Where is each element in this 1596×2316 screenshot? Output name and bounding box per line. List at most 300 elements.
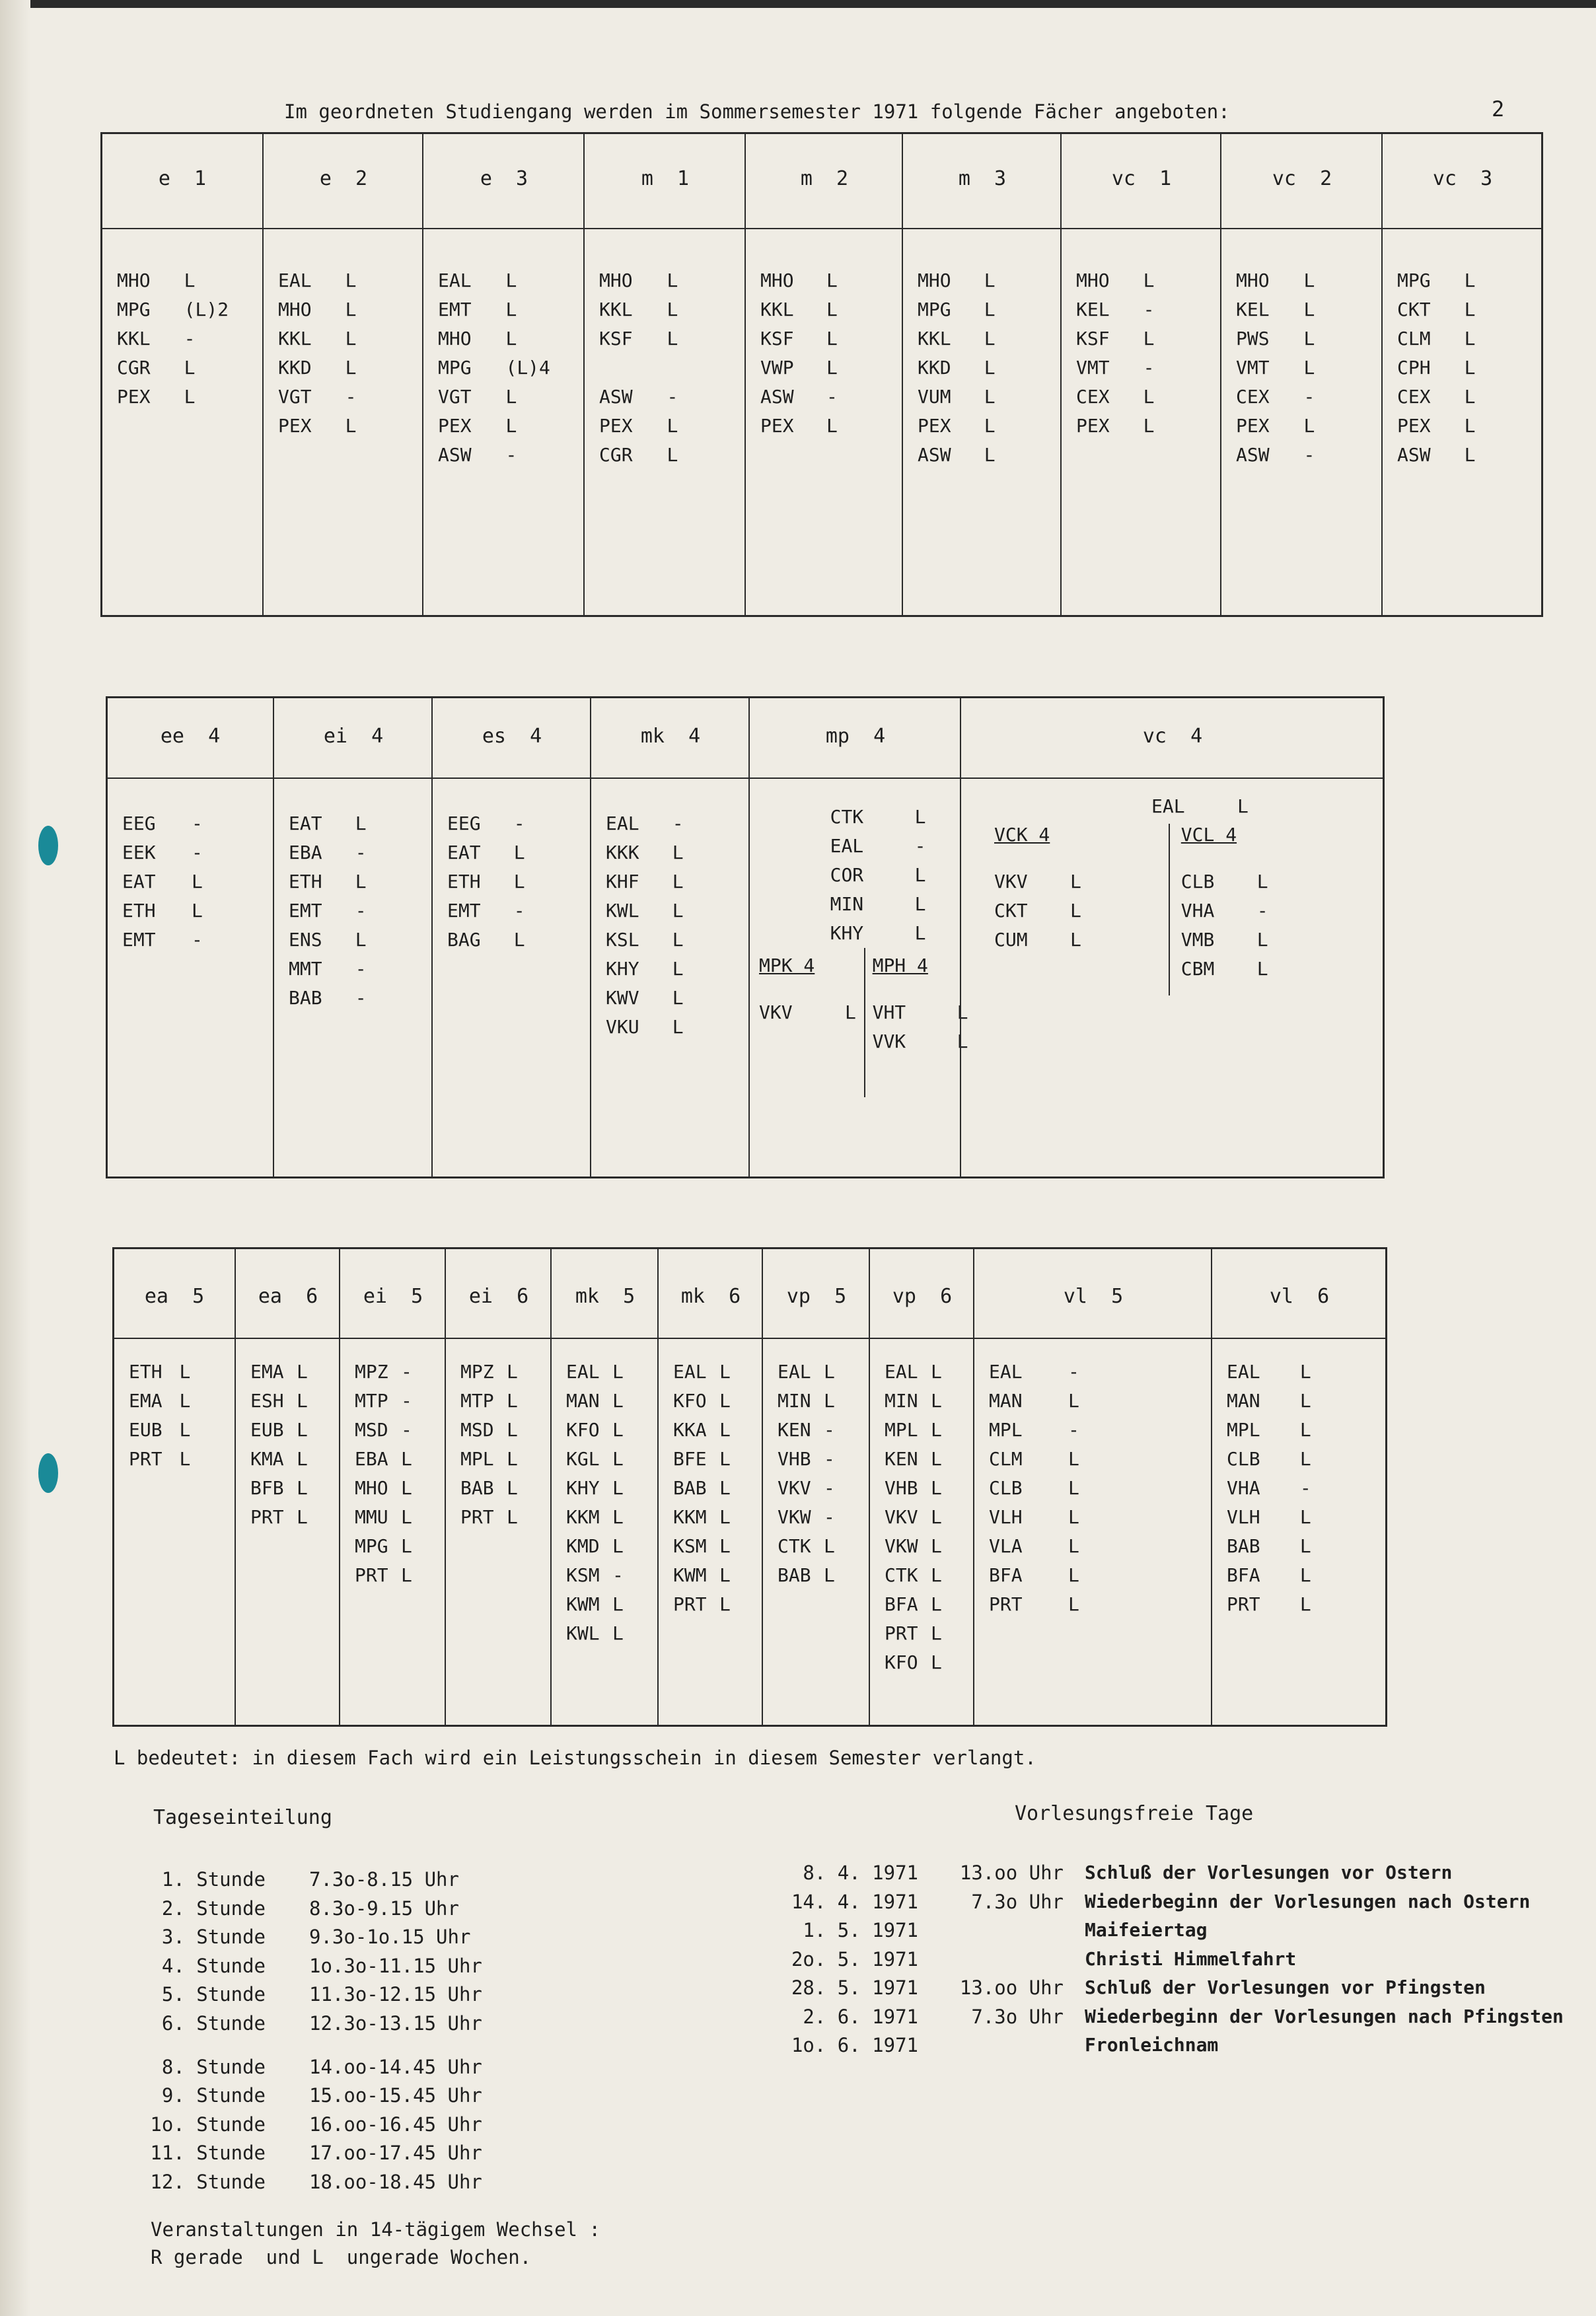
course-code: EAL xyxy=(278,270,312,291)
course-entry xyxy=(673,1503,731,1532)
requirement-mark: L xyxy=(1237,795,1249,817)
subgroup-divider xyxy=(1169,824,1170,995)
schedule-period: 9. Stunde xyxy=(161,2084,266,2107)
course-entry xyxy=(1227,1503,1311,1532)
requirement-mark: L xyxy=(505,270,517,291)
course-code: CLB xyxy=(1180,871,1215,892)
requirement-mark: L xyxy=(612,1622,624,1644)
course-code: MHO xyxy=(599,270,633,291)
course-code: KEN xyxy=(885,1448,918,1470)
requirement-mark: L xyxy=(1299,1506,1311,1528)
course-code: EAL xyxy=(566,1361,600,1383)
course-entry xyxy=(1227,1387,1311,1416)
course-entry xyxy=(885,1561,942,1590)
course-entry xyxy=(122,838,203,867)
course-entry xyxy=(278,412,356,441)
course-entry xyxy=(1076,382,1154,412)
course-entry xyxy=(885,1474,942,1503)
course-entry xyxy=(989,1387,1079,1416)
requirement-mark: L xyxy=(824,1535,835,1557)
course-entry xyxy=(606,896,684,925)
table-column xyxy=(273,698,433,1176)
holiday-time: 13.oo Uhr xyxy=(959,1976,1064,1999)
requirement-mark: L xyxy=(1070,900,1081,922)
course-entry xyxy=(1397,266,1475,295)
column-header: vc 2 xyxy=(1272,167,1332,190)
requirement-mark: - xyxy=(1299,1477,1311,1499)
course-entry xyxy=(1227,1416,1311,1445)
course-code: KKM xyxy=(673,1506,707,1528)
requirement-mark: - xyxy=(513,900,525,922)
column-header: e 1 xyxy=(158,167,207,190)
holiday-time: 7.3o Uhr xyxy=(971,1890,1064,1913)
requirement-mark: L xyxy=(297,1419,308,1441)
course-code: KFO xyxy=(885,1651,918,1673)
requirement-mark: L xyxy=(1303,357,1315,379)
requirement-mark: L xyxy=(345,357,357,379)
course-code: KFO xyxy=(566,1419,600,1441)
holiday-time: 13.oo Uhr xyxy=(959,1862,1064,1884)
course-entry xyxy=(1227,1561,1311,1590)
course-code: VKV xyxy=(778,1477,811,1499)
course-code: MPZ xyxy=(355,1361,388,1383)
requirement-mark: L xyxy=(931,1593,942,1615)
course-code: KKD xyxy=(278,357,312,379)
requirement-mark: - xyxy=(1303,444,1315,466)
course-entry xyxy=(606,1013,684,1042)
requirement-mark: L xyxy=(1303,415,1315,437)
course-entry xyxy=(989,1561,1079,1590)
requirement-mark: L xyxy=(184,386,196,408)
course-entry xyxy=(1397,382,1475,412)
course-entry xyxy=(760,295,838,324)
requirement-mark: - xyxy=(824,1506,835,1528)
course-code: ASW xyxy=(1236,444,1270,466)
requirement-mark: L xyxy=(297,1477,308,1499)
requirement-mark: L xyxy=(505,328,517,349)
course-code: KMD xyxy=(566,1535,600,1557)
course-code: PEX xyxy=(1236,415,1270,437)
course-code: EAL xyxy=(830,835,864,857)
table-column xyxy=(960,698,1384,1176)
course-entry xyxy=(1076,266,1154,295)
requirement-mark: L xyxy=(612,1390,624,1412)
course-entry xyxy=(438,295,517,324)
legend: L bedeutet: in diesem Fach wird ein Leistungsschein in diesem Semester verlangt. xyxy=(114,1747,1036,1769)
course-code: KEL xyxy=(1236,299,1270,320)
requirement-mark: - xyxy=(355,987,367,1009)
course-code: KHY xyxy=(830,922,864,944)
column-header: e 2 xyxy=(319,167,368,190)
course-code: EAL xyxy=(989,1361,1023,1383)
course-code: KKM xyxy=(566,1506,600,1528)
requirement-mark: L xyxy=(507,1448,518,1470)
requirement-mark: - xyxy=(1303,386,1315,408)
course-entry xyxy=(918,295,996,324)
requirement-mark: - xyxy=(401,1390,412,1412)
course-code: BFA xyxy=(989,1564,1023,1586)
course-entry xyxy=(885,1387,942,1416)
course-entry xyxy=(278,382,356,412)
schedule-period: 3. Stunde xyxy=(161,1926,266,1949)
requirement-mark: L xyxy=(612,1477,624,1499)
course-code: VHB xyxy=(778,1448,811,1470)
course-entry xyxy=(918,412,996,441)
requirement-mark: L xyxy=(1068,1477,1079,1499)
requirement-mark: L xyxy=(931,1564,942,1586)
course-code: MIN xyxy=(885,1390,918,1412)
course-entry xyxy=(606,984,684,1013)
schedule-period: 1. Stunde xyxy=(161,1868,266,1891)
course-entry xyxy=(122,809,203,838)
course-code: MPL xyxy=(989,1419,1023,1441)
course-entry xyxy=(117,295,229,324)
course-entry xyxy=(566,1590,624,1619)
course-code: CTK xyxy=(778,1535,811,1557)
requirement-mark: L xyxy=(297,1361,308,1383)
requirement-mark: L xyxy=(672,987,684,1009)
course-code: PEX xyxy=(918,415,951,437)
requirement-mark: L xyxy=(505,415,517,437)
course-code: MHO xyxy=(278,299,312,320)
course-code: CTK xyxy=(885,1564,918,1586)
course-entry xyxy=(760,266,838,295)
course-code: COR xyxy=(830,864,864,886)
course-code: PEX xyxy=(760,415,794,437)
requirement-mark: L xyxy=(672,958,684,980)
course-code: PEX xyxy=(1397,415,1431,437)
course-entry xyxy=(250,1357,308,1387)
course-code: PRT xyxy=(355,1564,388,1586)
requirement-mark: L xyxy=(1070,929,1081,951)
column-header: es 4 xyxy=(482,725,542,748)
course-code: MPG xyxy=(355,1535,388,1557)
course-code: KWL xyxy=(606,900,639,922)
table-column xyxy=(590,698,750,1176)
course-entry xyxy=(355,1474,412,1503)
course-code: VVK xyxy=(872,1031,906,1052)
column-header: ei 6 xyxy=(468,1285,529,1308)
requirement-mark: L xyxy=(931,1535,942,1557)
course-entry xyxy=(606,809,684,838)
requirement-mark: L xyxy=(672,842,684,863)
course-code: PRT xyxy=(1227,1593,1260,1615)
requirement-mark: L xyxy=(1303,299,1315,320)
course-entry xyxy=(1181,955,1268,984)
holiday-time: 7.3o Uhr xyxy=(971,2005,1064,2028)
course-entry xyxy=(778,1357,835,1387)
course-code: KGL xyxy=(566,1448,600,1470)
course-entry xyxy=(599,382,678,412)
requirement-mark: L xyxy=(1299,1535,1311,1557)
requirement-mark: L xyxy=(984,415,996,437)
schedule-time: 17.oo-17.45 Uhr xyxy=(309,2142,482,2165)
course-entry xyxy=(918,353,996,382)
course-code: EEG xyxy=(447,813,481,834)
course-entry xyxy=(599,266,678,295)
course-code: ASW xyxy=(1397,444,1431,466)
course-entry xyxy=(355,1387,412,1416)
column-header: mk 5 xyxy=(575,1285,635,1308)
course-code: MSD xyxy=(460,1419,494,1441)
requirement-mark: L xyxy=(672,1016,684,1038)
course-code: KKK xyxy=(606,842,639,863)
requirement-mark: L xyxy=(297,1506,308,1528)
requirement-mark: L xyxy=(719,1593,731,1615)
requirement-mark: L xyxy=(667,444,678,466)
course-code: MHO xyxy=(1236,270,1270,291)
course-entry xyxy=(460,1387,518,1416)
column-header: m 1 xyxy=(641,167,690,190)
requirement-mark: L xyxy=(1299,1390,1311,1412)
requirement-mark: L xyxy=(931,1361,942,1383)
course-code: ASW xyxy=(438,444,472,466)
table-column xyxy=(550,1249,659,1725)
course-code: MAN xyxy=(566,1390,600,1412)
course-code: CKT xyxy=(1397,299,1431,320)
course-entry xyxy=(599,441,678,470)
requirement-mark: L xyxy=(957,1001,968,1023)
course-code: KMA xyxy=(250,1448,284,1470)
requirement-mark: L xyxy=(667,299,678,320)
requirement-mark: L xyxy=(1464,357,1476,379)
requirement-mark: - xyxy=(184,328,196,349)
column-header: vp 6 xyxy=(892,1285,953,1308)
subgroup-label: VCK 4 xyxy=(994,824,1050,846)
requirement-mark: L xyxy=(826,270,838,291)
course-code: MHO xyxy=(760,270,794,291)
course-entry xyxy=(673,1357,731,1387)
requirement-mark: - xyxy=(612,1564,624,1586)
course-entry xyxy=(1236,412,1315,441)
course-code: EAL xyxy=(606,813,639,834)
requirement-mark: L xyxy=(184,270,196,291)
course-entry xyxy=(989,1445,1079,1474)
course-entry xyxy=(1181,896,1268,925)
course-code: KSM xyxy=(673,1535,707,1557)
table-column xyxy=(657,1249,763,1725)
course-code: VHT xyxy=(872,1001,906,1023)
course-code: VHA xyxy=(1180,900,1215,922)
requirement-mark: L xyxy=(612,1361,624,1383)
course-code: CTK xyxy=(830,806,864,828)
column-header: vp 5 xyxy=(786,1285,847,1308)
course-entry xyxy=(289,896,367,925)
requirement-mark: L xyxy=(1464,386,1476,408)
course-entry xyxy=(566,1619,624,1648)
requirement-mark: L xyxy=(179,1448,191,1470)
requirement-mark: L xyxy=(1464,328,1476,349)
course-code: KEL xyxy=(1076,299,1110,320)
course-code: MMU xyxy=(355,1506,388,1528)
course-entry xyxy=(250,1445,308,1474)
requirement-mark: L xyxy=(667,328,678,349)
course-code: PRT xyxy=(460,1506,494,1528)
schedule-period: 8. Stunde xyxy=(161,2055,266,2078)
requirement-mark: L xyxy=(984,328,996,349)
table-column xyxy=(869,1249,974,1725)
course-entry xyxy=(447,896,525,925)
course-entry xyxy=(759,998,856,1027)
requirement-mark: L xyxy=(719,1419,731,1441)
course-code: EAL xyxy=(778,1361,811,1383)
course-code: EEK xyxy=(122,842,156,863)
holiday-date: 2. 6. 1971 xyxy=(803,2005,918,2028)
schedule-time: 15.oo-15.45 Uhr xyxy=(309,2084,482,2107)
course-entry xyxy=(1236,441,1315,470)
course-entry xyxy=(994,925,1081,955)
requirement-mark: L xyxy=(824,1361,835,1383)
course-entry xyxy=(673,1445,731,1474)
course-entry xyxy=(250,1503,308,1532)
requirement-mark: - xyxy=(345,386,357,408)
requirement-mark: - xyxy=(1256,900,1268,922)
requirement-mark: L xyxy=(507,1477,518,1499)
course-code: EMT xyxy=(447,900,481,922)
requirement-mark: L xyxy=(507,1419,518,1441)
column-header: mk 6 xyxy=(680,1285,741,1308)
course-entry xyxy=(1397,295,1475,324)
course-entry xyxy=(760,324,838,353)
requirement-mark: L xyxy=(931,1448,942,1470)
course-entry xyxy=(129,1357,190,1387)
course-code: CEX xyxy=(1397,386,1431,408)
requirement-mark: L xyxy=(719,1477,731,1499)
course-entry xyxy=(760,353,838,382)
course-code: BFA xyxy=(885,1593,918,1615)
course-entry xyxy=(885,1648,942,1677)
subgroup-divider xyxy=(864,948,865,1097)
table-column xyxy=(583,134,746,615)
course-code: EAT xyxy=(447,842,481,863)
course-code: EBA xyxy=(289,842,322,863)
course-code: KWM xyxy=(673,1564,707,1586)
table-column xyxy=(422,134,585,615)
course-code: MPL xyxy=(1227,1419,1260,1441)
requirement-mark: L xyxy=(612,1593,624,1615)
course-entry xyxy=(1236,266,1315,295)
requirement-mark: L xyxy=(179,1361,191,1383)
course-entry xyxy=(830,832,926,861)
course-entry xyxy=(1227,1590,1311,1619)
column-header: m 3 xyxy=(958,167,1007,190)
course-code: VKW xyxy=(885,1535,918,1557)
course-entry xyxy=(918,382,996,412)
course-entry xyxy=(1236,382,1315,412)
course-entry xyxy=(566,1561,624,1590)
course-code: EAL xyxy=(673,1361,707,1383)
requirement-mark: L xyxy=(513,842,525,863)
course-code: MHO xyxy=(117,270,151,291)
requirement-mark: L xyxy=(672,929,684,951)
course-entry xyxy=(778,1474,835,1503)
course-code: MTP xyxy=(355,1390,388,1412)
course-code: VWP xyxy=(760,357,794,379)
course-code: KFO xyxy=(673,1390,707,1412)
course-entry xyxy=(606,838,684,867)
requirement-mark: - xyxy=(401,1419,412,1441)
course-code: ETH xyxy=(129,1361,163,1383)
course-code: BAB xyxy=(1227,1535,1260,1557)
course-entry xyxy=(673,1590,731,1619)
course-code: KKL xyxy=(918,328,951,349)
course-entry xyxy=(355,1503,412,1532)
course-code: PRT xyxy=(250,1506,284,1528)
page-binding-shadow xyxy=(0,0,30,2316)
requirement-mark: L xyxy=(826,357,838,379)
course-entry xyxy=(122,925,203,955)
course-code: KSL xyxy=(606,929,639,951)
course-code: PRT xyxy=(989,1593,1023,1615)
requirement-mark: L xyxy=(1256,958,1268,980)
requirement-mark: L xyxy=(672,900,684,922)
column-header: e 3 xyxy=(480,167,528,190)
course-code: PEX xyxy=(278,415,312,437)
requirement-mark: L xyxy=(931,1477,942,1499)
requirement-mark: - xyxy=(1143,357,1155,379)
course-code: MIN xyxy=(830,893,864,915)
column-header: ee 4 xyxy=(160,725,221,748)
course-code: VUM xyxy=(918,386,951,408)
course-code: VLH xyxy=(989,1506,1023,1528)
course-code: PWS xyxy=(1236,328,1270,349)
requirement-mark: L xyxy=(1068,1390,1079,1412)
table-column xyxy=(108,698,273,1176)
course-code: KEN xyxy=(778,1419,811,1441)
course-entry xyxy=(129,1445,190,1474)
requirement-mark: L xyxy=(513,929,525,951)
schedule-period: 11. Stunde xyxy=(150,2142,266,2165)
course-code: EAL xyxy=(438,270,472,291)
course-code: VLA xyxy=(989,1535,1023,1557)
requirement-mark: L xyxy=(1068,1564,1079,1586)
table-column xyxy=(262,134,423,615)
requirement-mark: - xyxy=(667,386,678,408)
page-title: Im geordneten Studiengang werden im Sommersemester 1971 folgende Fächer angeboten: xyxy=(284,100,1230,123)
holiday-description: Wiederbeginn der Vorlesungen nach Ostern xyxy=(1085,1890,1531,1912)
course-code: BAB xyxy=(289,987,322,1009)
course-code: CGR xyxy=(117,357,151,379)
holiday-date: 14. 4. 1971 xyxy=(791,1890,918,1913)
course-entry xyxy=(885,1619,942,1648)
course-code: MPL xyxy=(885,1419,918,1441)
requirement-mark: L xyxy=(1299,1361,1311,1383)
course-entry xyxy=(117,266,195,295)
course-code: BAG xyxy=(447,929,481,951)
course-code: KSF xyxy=(599,328,633,349)
requirement-mark: L xyxy=(401,1506,412,1528)
holiday-description: Maifeiertag xyxy=(1085,1919,1208,1941)
requirement-mark: L xyxy=(1303,270,1315,291)
requirement-mark: L xyxy=(345,299,357,320)
course-entry xyxy=(355,1416,412,1445)
column-header: vl 5 xyxy=(1063,1285,1124,1308)
course-entry xyxy=(447,809,525,838)
schedule-period: 2. Stunde xyxy=(161,1897,266,1920)
table-column xyxy=(744,134,903,615)
requirement-mark: L xyxy=(914,864,926,886)
table-column xyxy=(1211,1249,1387,1725)
requirement-mark: L xyxy=(355,813,367,834)
requirement-mark: L xyxy=(1303,328,1315,349)
course-entry xyxy=(830,919,926,948)
requirement-mark: L xyxy=(984,357,996,379)
course-code: EAL xyxy=(1227,1361,1260,1383)
course-entry xyxy=(989,1474,1079,1503)
course-entry xyxy=(885,1357,942,1387)
course-code: CLB xyxy=(989,1477,1023,1499)
course-entry xyxy=(566,1445,624,1474)
